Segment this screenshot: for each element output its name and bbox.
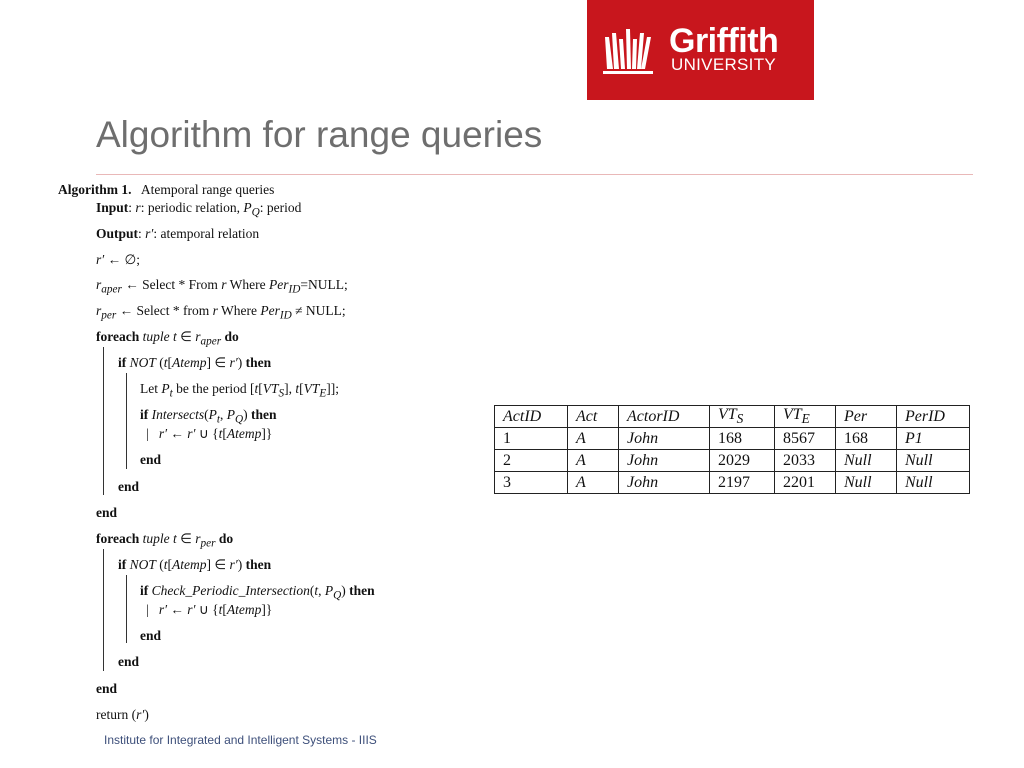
cell: Null [897, 450, 970, 472]
cell: Null [897, 472, 970, 494]
cell: 1 [495, 428, 568, 450]
cell: 2 [495, 450, 568, 472]
algo-line-let: Let $P_t$ be the period [$t[VT_S]$, $t[VT_E]$]; [140, 381, 340, 400]
col-actorid: ActorID [619, 406, 710, 428]
col-actid: ActID [495, 406, 568, 428]
algo-line-if2: if $Intersects(P_t$, $P_Q$) then [140, 407, 277, 426]
cell: 3 [495, 472, 568, 494]
block-bar [126, 373, 127, 469]
algorithm-caption: Atemporal range queries [140, 182, 275, 197]
flame-logo-icon [603, 25, 665, 75]
algo-line-end: end [96, 505, 118, 520]
col-vts: $VT_S$ [710, 406, 775, 428]
algo-line-end: end [140, 628, 162, 643]
algo-line-if1: if NOT (t[Atemp] ∈ r′) then [118, 355, 272, 370]
algo-line-input: Input: r: periodic relation, $P_Q$: period [96, 200, 302, 219]
col-perid: PerID [897, 406, 970, 428]
table-header-row [495, 406, 970, 428]
cell: A [568, 450, 619, 472]
cell: Null [836, 450, 897, 472]
algo-line-return: return (r′) [96, 707, 149, 722]
table-row [495, 472, 970, 494]
griffith-logo [587, 0, 814, 100]
algo-line-end: end [118, 479, 140, 494]
algo-line-foreach1: foreach tuple t ∈ $r_{aper}$ do [96, 329, 239, 348]
footer-institute: Institute for Integrated and Intelligent Systems - IIIS [104, 733, 377, 747]
algo-line-raper: $r_{aper}$ ← Select * From r Where Per$_{ID}$=NULL; [96, 277, 348, 296]
cell: John [619, 428, 710, 450]
algo-line-union1: | r′ ← r′ ∪ {t[Atemp]} [146, 426, 273, 441]
algo-line-output: Output: r′: atemporal relation [96, 226, 260, 241]
block-bar [103, 549, 104, 671]
col-act: Act [568, 406, 619, 428]
cell: John [619, 472, 710, 494]
algo-line-end: end [140, 452, 162, 467]
slide-title: Algorithm for range queries [96, 114, 543, 155]
algo-line-end: end [118, 654, 140, 669]
algo-line-init: r′ ← ∅; [96, 252, 140, 267]
col-vte: $VT_E$ [775, 406, 836, 428]
relation-table [494, 405, 970, 494]
title-divider [96, 174, 973, 175]
algo-line-rper: $r_{per}$ ← Select * from r Where Per$_{ID}$ ≠ NULL; [96, 303, 346, 322]
cell: 2029 [710, 450, 775, 472]
algorithm-header [58, 182, 274, 198]
algo-line-foreach2: foreach tuple t ∈ $r_{per}$ do [96, 531, 234, 550]
cell: P1 [897, 428, 970, 450]
algo-line-union2: | r′ ← r′ ∪ {t[Atemp]} [146, 602, 273, 617]
cell: 2197 [710, 472, 775, 494]
algo-line-end: end [96, 681, 118, 696]
block-bar [126, 575, 127, 643]
cell: Null [836, 472, 897, 494]
cell: 168 [710, 428, 775, 450]
cell: A [568, 428, 619, 450]
col-per: Per [836, 406, 897, 428]
logo-name: Griffith [669, 22, 779, 60]
cell: 8567 [775, 428, 836, 450]
cell: 2033 [775, 450, 836, 472]
table-row [495, 450, 970, 472]
cell: 2201 [775, 472, 836, 494]
algo-line-if4: if Check_Periodic_Intersection(t, $P_Q$) then [140, 583, 375, 602]
block-bar [103, 347, 104, 495]
table-row [495, 428, 970, 450]
cell: John [619, 450, 710, 472]
logo-university: UNIVERSITY [671, 55, 777, 74]
cell: 168 [836, 428, 897, 450]
algorithm-number: Algorithm 1. [58, 182, 132, 197]
algo-line-if3: if NOT (t[Atemp] ∈ r′) then [118, 557, 272, 572]
cell: A [568, 472, 619, 494]
